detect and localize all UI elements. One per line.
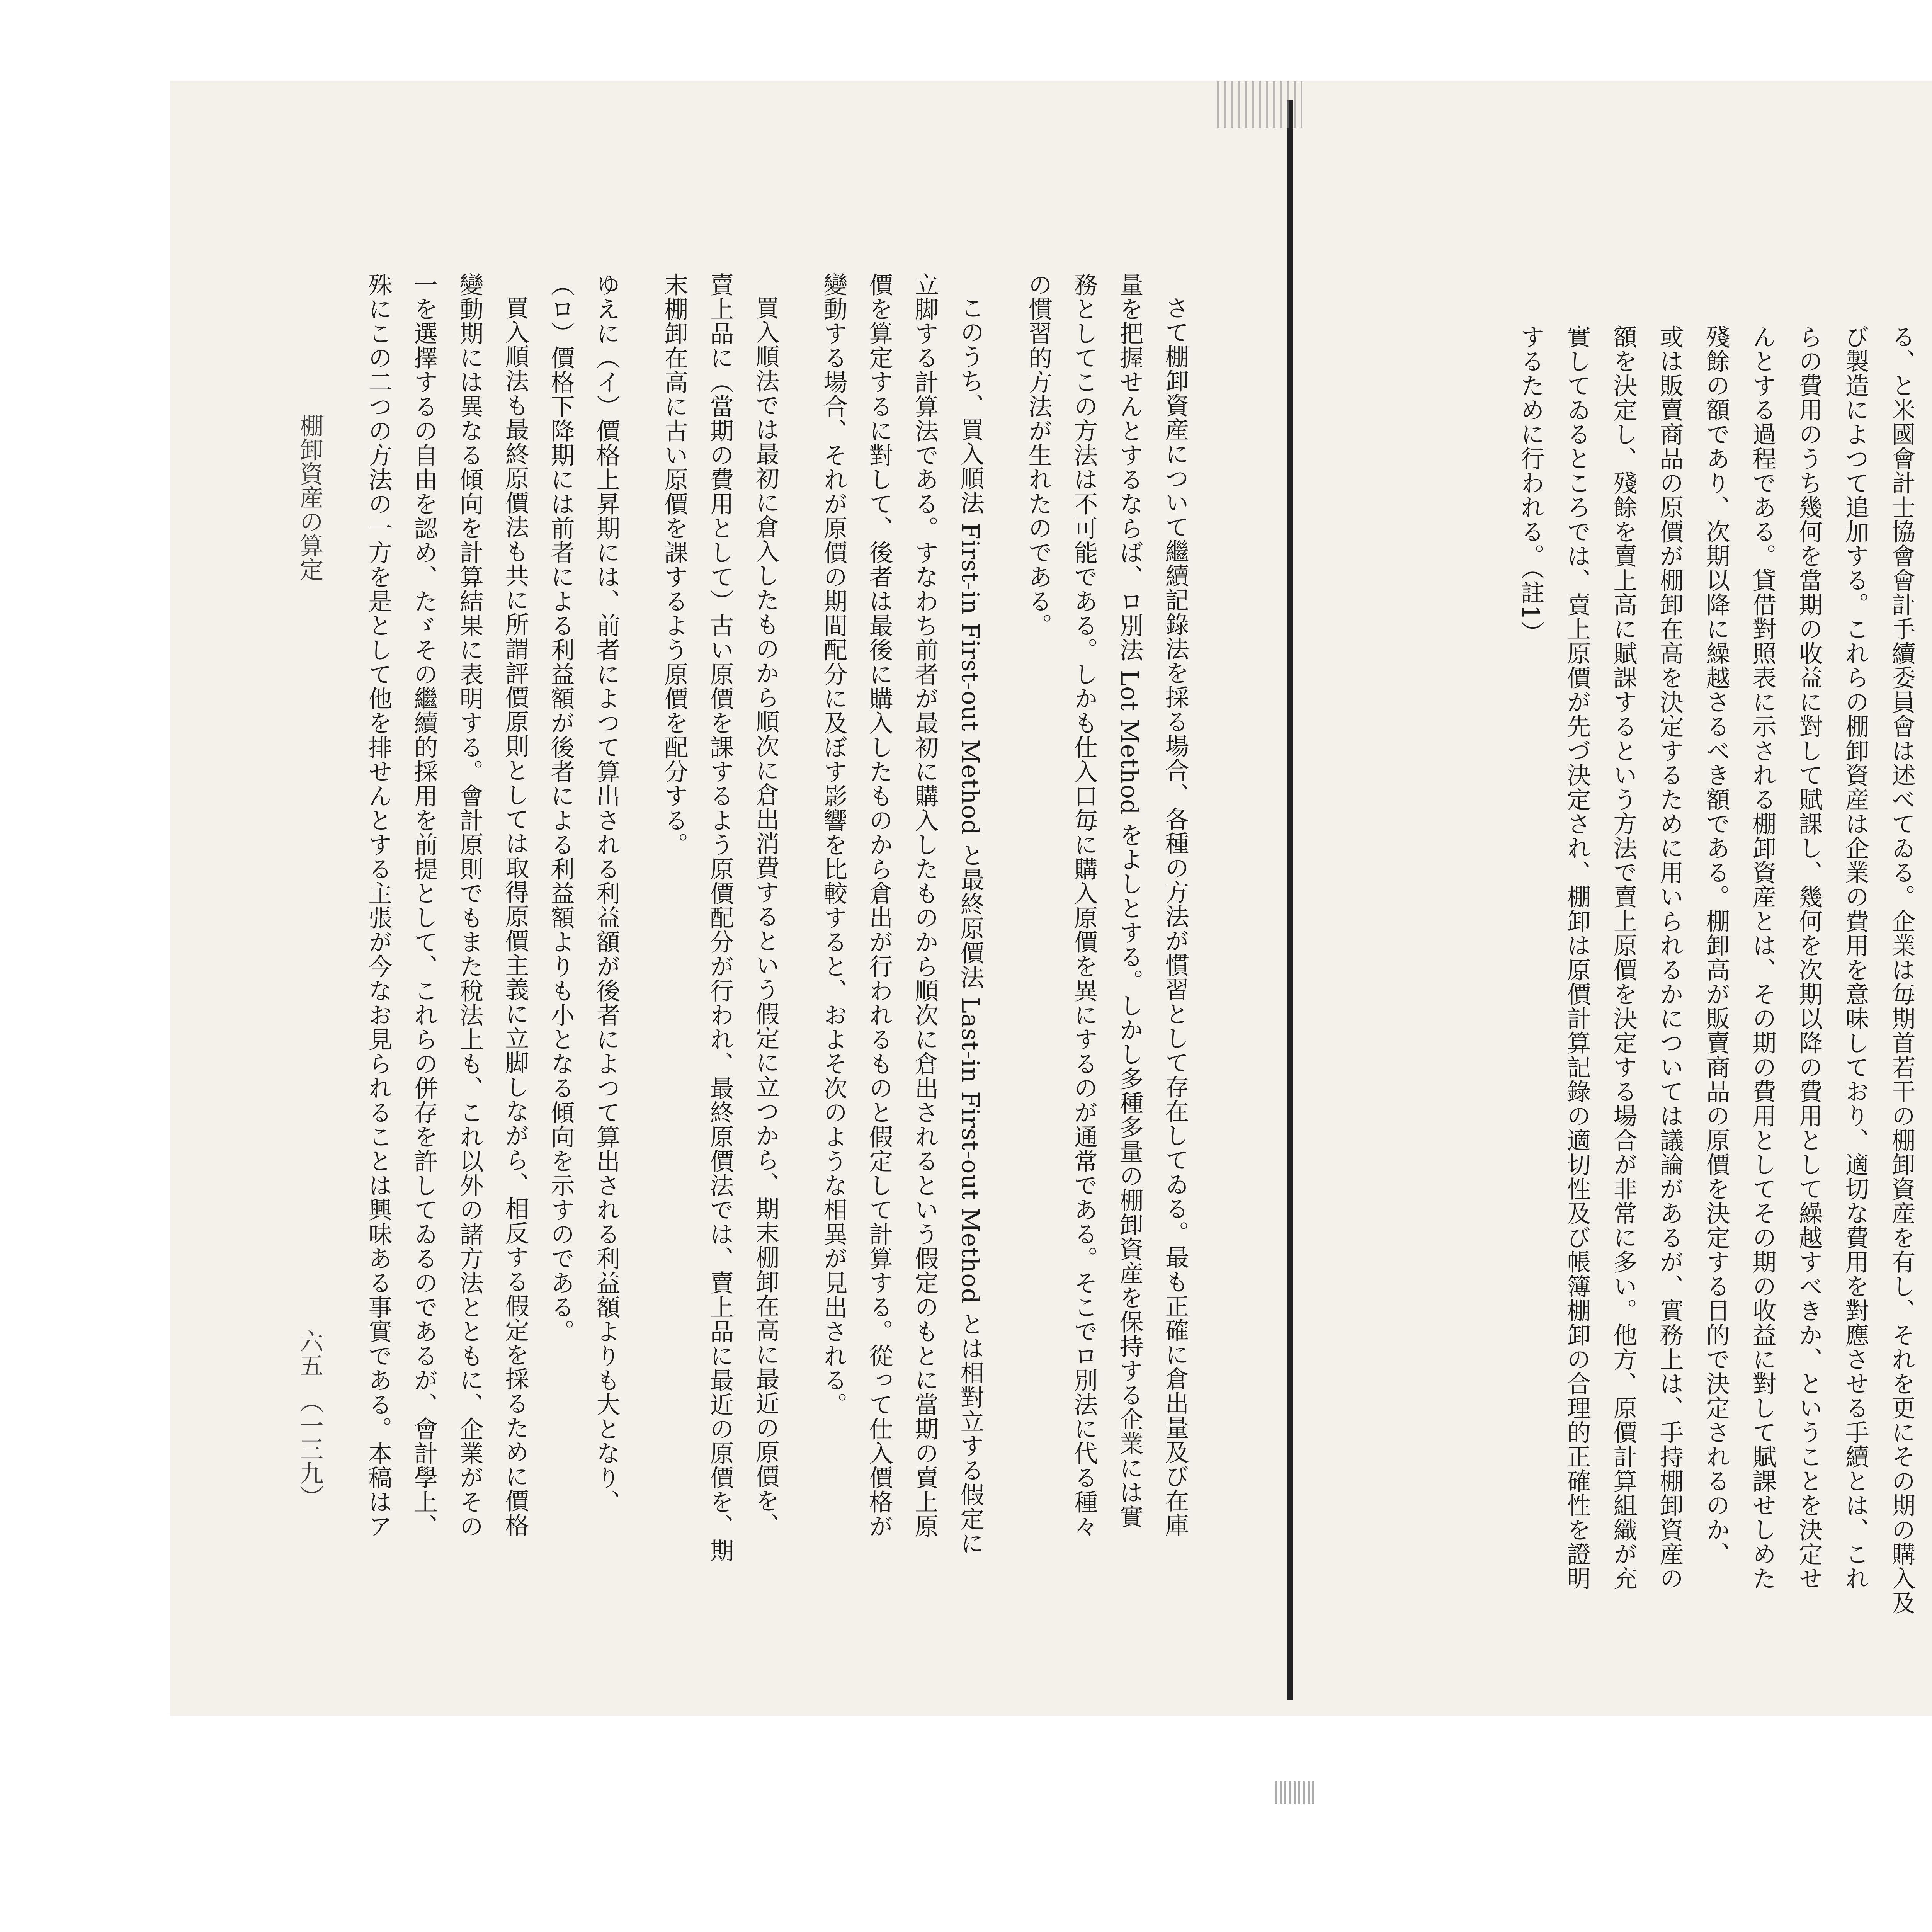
text-line: る、と米國會計士協會會計手續委員會は述べてゐる。企業は毎期首若干の棚卸資産を有し、それを更にその期の購入及 <box>1888 325 1916 1615</box>
text-line: 立脚する計算法である。すなわち前者が最初に購入したものから順次に倉出されるという假定のもとに當期の賣上原 <box>911 272 939 1538</box>
text-line: 價を算定するに對して、後者は最後に購入したものから倉出が行われるものと假定して計算する。從って仕入價格が <box>865 272 893 1538</box>
left-page <box>170 81 1283 1716</box>
text-line: このうち、買入順法 First-in First-out Method と最終原價法 Last-in First-out Method とは相對立する假定に <box>956 296 985 1555</box>
text-line: 務としてこの方法は不可能である。しかも仕入口毎に購入原價を異にするのが通常である。そこでロ別法に代る種々 <box>1070 272 1098 1538</box>
book-spread <box>170 81 1932 1716</box>
text-line: 末棚卸在高に古い原價を課するよう原價を配分する。 <box>660 272 689 857</box>
text-line: 量を把握せんとするならば、ロ別法 Lot Method をよしとする。しかし多種多量の棚卸資産を保持する企業には實 <box>1116 272 1144 1529</box>
text-line: 殊にこの二つの方法の一方を是として他を排せんとする主張が今なお見られることは興味ある事實である。本稿はア <box>364 272 393 1538</box>
book-spine <box>1287 100 1293 1700</box>
text-line: するために行われる。（註1） <box>1517 325 1545 645</box>
text-line: び製造によつて追加する。これらの棚卸資産は企業の費用を意味しており、適切な費用を對應させる手續とは、これ <box>1841 325 1869 1590</box>
text-line: 或は販賣商品の原價が棚卸在高を決定するために用いられるかについては議論があるが、實務上は、手持棚卸資産の <box>1656 325 1684 1590</box>
text-line: らの費用のうち幾何を當期の收益に對して賦課し、幾何を次期以降の費用として繰越すべきか、ということを決定せ <box>1795 325 1823 1590</box>
text-line: さて棚卸資産について繼續記錄法を採る場合、各種の方法が慣習として存在してゐる。最も正確に倉出量及び在庫 <box>1161 296 1189 1537</box>
text-line: んとする過程である。貸借對照表に示される棚卸資産とは、その期の費用としてその期の收益に對して賦課せしめた <box>1748 325 1777 1590</box>
right-page <box>1302 81 1932 1716</box>
text-line: 額を決定し、殘餘を賣上高に賦課するという方法で賣上原價を決定する場合が非常に多い。他方、原價計算組織が充 <box>1609 325 1638 1590</box>
page-number: 六五 （一三九） <box>296 1329 324 1509</box>
text-line: の慣習的方法が生れたのである。 <box>1024 272 1053 638</box>
scan-artifact-bottom <box>1275 1781 1314 1804</box>
text-line: 買入順法も最終原價法も共に所謂評價原則としては取得原價主義に立脚しながら、相反する假定を採るために價格 <box>501 296 529 1537</box>
text-line: 變動する場合、それが原價の期間配分に及ぼす影響を比較すると、およそ次のような相異が見出される。 <box>820 272 848 1417</box>
text-line: ゆえに（イ）價格上昇期には、前者によつて算出される利益額が後者によつて算出される利益額よりも大となり、 <box>592 272 621 1514</box>
text-line: 殘餘の額であり、次期以降に繰越さるべき額である。棚卸高が販賣商品の原價を決定する目的で決定されるのか、 <box>1702 325 1730 1566</box>
text-line: 實してゐるところでは、賣上原價が先づ決定され、棚卸は原價計算記錄の適切性及び帳簿棚卸の合理的正確性を證明 <box>1563 325 1591 1590</box>
text-line: 變動期には異なる傾向を計算結果に表明する。會計原則でもまた稅法上も、これ以外の諸方法とともに、企業がその <box>456 272 484 1538</box>
text-line: （ロ）價格下降期には前者による利益額が後者による利益額よりも小となる傾向を示すのである。 <box>547 272 575 1344</box>
text-line: 賣上品に（當期の費用として）古い原價を課するよう原價配分が行われ、最終原價法では、賣上品に最近の原價を、期 <box>706 272 734 1563</box>
text-line: 一を選擇するの自由を認め、たゞその繼續的採用を前提として、これらの併存を許してゐるのであるが、會計學上、 <box>410 272 438 1538</box>
text-line: 買入順法では最初に倉入したものから順次に倉出消費するという假定に立つから、期末棚卸在高に最近の原價を、 <box>752 296 780 1537</box>
scan-artifact-top <box>1217 81 1302 128</box>
running-footer: 棚卸資産の算定 <box>296 413 324 581</box>
